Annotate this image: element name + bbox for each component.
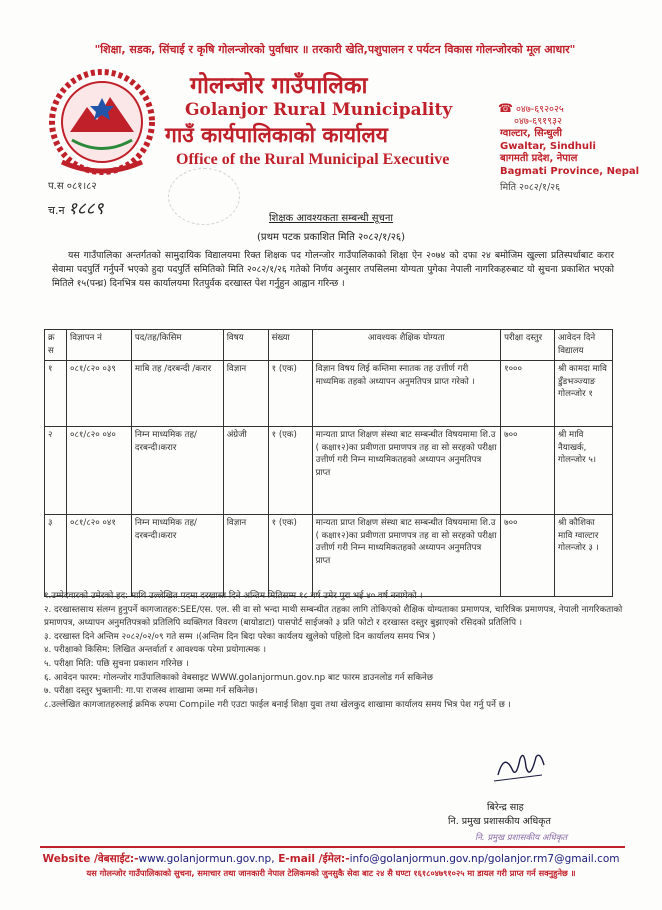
col-header-post: पद/तह/किसिम — [131, 330, 223, 361]
col-header-fee: परीक्षा दस्तुर — [501, 330, 555, 361]
cell-sn: ३ — [45, 515, 67, 597]
cell-ad-no: ०८१/८२० ०४० — [66, 427, 131, 515]
cell-ad-no: ०८१/८२० ०३९ — [66, 361, 131, 427]
municipality-name-nepali: गोलन्जोर गाउँपालिका — [190, 72, 368, 99]
notice-subtitle: (प्रथम पटक प्रकाशित मिति २०८२/१/२६) — [256, 232, 406, 243]
note-item: ७. परीक्षा दस्तुर भुक्तानी: गा.पा राजस्व शाखामा जम्मा गर्न सकिनेछ। — [44, 686, 258, 697]
table-row — [45, 515, 613, 597]
note-item: ६. आवेदन फारम: गोलन्जोर गाउँपालिकाको वेबसाइट WWW.golanjormun.gov.np बाट फारम डाउनलोड गर्न सकिनेछ — [44, 672, 433, 683]
address-np-1: ग्वाल्टार, सिन्धुली — [500, 128, 562, 139]
col-header-school: आवेदन दिने विद्यालय — [555, 330, 613, 361]
signer-title: नि. प्रमुख प्रशासकीय अधिकृत — [448, 816, 551, 827]
cell-subject: विज्ञान — [223, 515, 268, 597]
notice-title-text: शिक्षक आवश्यकता सम्बन्धी सूचना — [268, 213, 394, 224]
table-header-row — [45, 330, 613, 361]
office-name-nepali: गाउँ कार्यपालिकाको कार्यालय — [165, 122, 388, 147]
email-link[interactable]: info@golanjormun.gov.np/golanjor.rm7@gmail.com — [349, 853, 620, 865]
notes-list — [44, 590, 624, 712]
footer-contact — [0, 852, 662, 866]
address-en-2: Bagmati Province, Nepal — [500, 165, 640, 177]
email-label: E-mail /ईमेल:- — [278, 853, 350, 865]
cell-school: श्री मावि नैयाखर्क, गोलन्जोर ५। — [555, 427, 613, 515]
cell-subject: अंग्रेजी — [223, 427, 268, 515]
footer-divider — [40, 846, 625, 848]
phone-icon: ☎ — [498, 101, 513, 115]
cell-post: माबि तह /दरबन्दी /करार — [131, 361, 223, 427]
website-link[interactable]: www.golanjormun.gov.np, — [138, 853, 275, 865]
col-header-count: संख्या — [268, 330, 312, 361]
cell-subject: विज्ञान — [223, 361, 268, 427]
cell-count: १ (एक) — [268, 361, 312, 427]
cell-fee: ७०० — [501, 427, 555, 515]
official-stamp: नि. प्रमुख प्रशासकीय अधिकृत — [475, 833, 568, 843]
municipality-emblem-icon — [42, 62, 162, 180]
slogan: "शिक्षा, सडक, सिंचाई र कृषि गोलन्जोरको पुर्वाधार ॥ तरकारी खेति,पशुपालन र पर्यटन विकास गोलन्जोरको मूल आधार" — [94, 43, 576, 56]
address-np-2: बागमती प्रदेश, नेपाल — [500, 153, 578, 164]
dispatch-value: १८८९ — [68, 199, 104, 219]
vacancy-table — [44, 329, 613, 597]
col-header-qualification: आवश्यक शैक्षिक योग्यता — [312, 330, 501, 361]
phone-2: ०४७-६९१९३२ — [514, 116, 562, 127]
note-item: २. दरखास्तसाथ संलग्न हुनुपर्ने कागजातहरु:SEE/एस. एल. सी वा सो भन्दा माथी सम्बन्धीत तहका लागि तोकिएको शैक्षिक योग्यताका प्रमाणपत्र, चारित्रिक प्रमाणपत्र, नेपाली नागरिकताको प्रमाणपत्र, अध्यापन अनुमतिपत्रको प्रतिलिपि व्यक्तिगत विवरण (बायोडाटा) पासपोर्ट साईजको ३ प्रति फोटो र दरखास्त दस्तुर बुझाएको रसिदको प्रतिलिपि । — [44, 604, 623, 629]
note-item: १.उम्मेदवारको उमेरको हद: माथि उल्लेखित पदमा दरखास्त दिने अन्तिम मितिसम्म १८ वर्ष उमेर पुरा भई ४० वर्ष ननाघेको । — [44, 591, 423, 601]
col-header-subject: विषय — [223, 330, 268, 361]
address-block — [500, 128, 639, 178]
cell-fee: १००० — [501, 361, 555, 427]
letter-date: मिति २०८२/१/२६ — [500, 182, 561, 193]
address-en-1: Gwaltar, Sindhuli — [500, 140, 596, 152]
website-label: Website /वेबसाईट:- — [42, 853, 139, 865]
col-header-sn: क्र स — [45, 330, 67, 361]
reference-number: प.स ०८१।८२ — [48, 181, 97, 192]
cell-count: १ (एक) — [268, 427, 312, 515]
phone-block — [498, 102, 564, 128]
signer-name: बिरेन्द्र साह — [487, 802, 524, 813]
col-header-ad-no: विज्ञापन नं — [66, 330, 131, 361]
cell-qualification: विज्ञान विषय लिई कम्तिमा स्नातक तह उत्तीर्ण गरी माध्यमिक तहको अध्यापन अनुमतिपत्र प्राप्त गरेको । — [312, 361, 501, 427]
cell-school: श्री कौशिका मावि ग्वाल्टार गोलन्जोर ३ । — [555, 515, 613, 597]
municipality-name-english: Golanjor Rural Municipality — [185, 100, 453, 120]
cell-sn: २ — [45, 427, 67, 515]
cell-fee: ७०० — [501, 515, 555, 597]
note-item: ५. परीक्षा मिति: पछि सुचना प्रकाशन गरिनेछ । — [44, 658, 189, 669]
note-item: ८.उल्लेखित कागजातहरुलाई क्रमिक रुपमा Compile गरी एउटा फाईल बनाई शिक्षा युवा तथा खेलकुद शाखामा कार्यालय समय भित्र पेश गर्नु पर्ने छ । — [44, 699, 511, 710]
phone-1: ०४७-६९२०२५ — [515, 104, 564, 115]
notice-body: यस गाउँपालिका अन्तर्गतको सामुदायिक विद्यालयमा रिक्त शिक्षक पद गोलन्जोर गाउँपालिकाको शिक्षा ऐन २०७४ को दफा २४ बमोजिम खुल्ला प्रतिस्पर्धाबाट करार सेवामा पदपुर्ति गर्नुपर्ने भएको हुदा पदपुर्ति समितिको मिति २०८२/१/२६ गतेको निर्णय अनुसार तपसिलमा योग्यता पुगेका नेपाली नागरिकहरुबाट यो सुचना प्रकाशित भएको मितिले १५(पन्ध्र) दिनभित्र यस कार्यालयमा रितपुर्वक दरखास्त पेश गर्नुहुन आह्वान गरिन्छ । — [52, 250, 614, 289]
cell-qualification: मान्यता प्राप्त शिक्षण संस्था बाट सम्बन्धीत विषयमामा शि.उ ( कक्षा१२)का प्रवीणता प्रमाणपत्र तह वा सो सरहको परीक्षा उत्तीर्ण गरी निम्न माध्यमिकतहको अध्यापन अनुमतिपत्र प्राप्त — [312, 427, 501, 515]
footer-notice: यस गोलन्जोर गाउँपालिकाको सुचना, समाचार तथा जानकारी नेपाल टेलिकमको जुनसुकै सेवा बाट २४ सै घण्टा १६१८०४७९१०२५ मा डायल गरी प्राप्त गर्न सक्नुहुनेछ ॥ — [86, 868, 576, 878]
cell-post: निम्न माध्यमिक तह/ दरबन्दी।करार — [131, 427, 223, 515]
note-item: ३. दरखास्त दिने अन्तिम २०८२/०२/०९ गते सम्म ।(अन्तिम दिन बिदा परेका कार्यलय खुलेको पहिलो दिन कार्यालय समय भित्र ) — [44, 631, 436, 642]
cell-sn: १ — [45, 361, 67, 427]
table-row — [45, 427, 613, 515]
cell-post: निम्न माध्यमिक तह/दरबन्दी।करार — [131, 515, 223, 597]
cell-ad-no: ०८१/८२० ०४१ — [66, 515, 131, 597]
handwritten-signature — [490, 745, 550, 787]
cell-count: १ (एक) — [268, 515, 312, 597]
note-item: ४. परीक्षाको किसिम: लिखित अन्तर्वार्ता र आवश्यक परेमा प्रयोगात्मक । — [44, 645, 267, 656]
cell-school: श्री कामदा मावि डुँडभञ्ज्याङ गोलन्जोर १ — [555, 361, 613, 427]
office-name-english: Office of the Rural Municipal Executive — [176, 151, 450, 168]
notice-title — [0, 210, 662, 224]
dispatch-label: च.न — [48, 204, 65, 217]
table-row — [45, 361, 613, 427]
cell-qualification: मान्यता प्राप्त शिक्षण संस्था बाट सम्बन्धीत विषयमामा शि.उ ( कक्षा१२)का प्रवीणता प्रमाणपत्र तह वा सो सरहको परीक्षा उत्तीर्ण गरी निम्न माध्यमिकतहको अध्यापन अनुमतिपत्र प्राप्त — [312, 515, 501, 597]
